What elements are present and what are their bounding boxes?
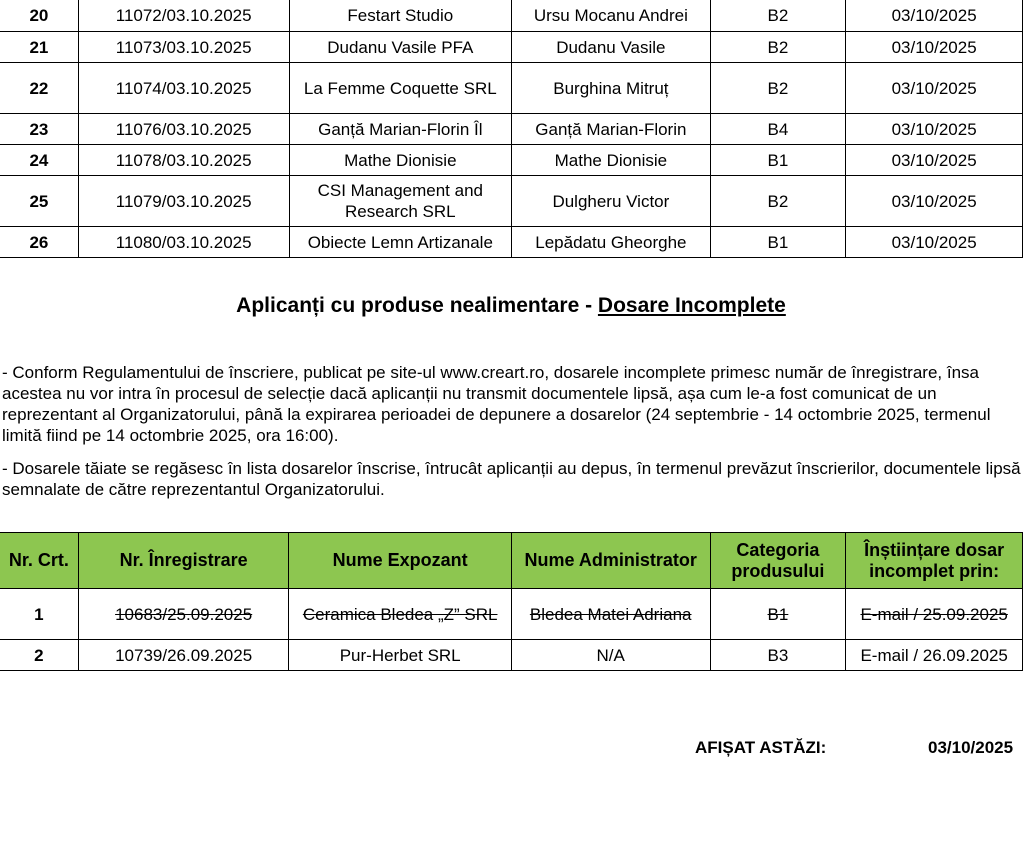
row-number: 22	[0, 63, 78, 114]
registration-date: 03/10/2025	[846, 63, 1023, 114]
row-number: 1	[0, 589, 78, 640]
product-category: B1	[710, 227, 846, 258]
exhibitor-name: Pur-Herbet SRL	[289, 640, 511, 671]
registration-number: 11074/03.10.2025	[78, 63, 289, 114]
registration-date: 03/10/2025	[846, 114, 1023, 145]
product-category: B2	[710, 63, 846, 114]
row-number: 25	[0, 176, 78, 227]
notification-method: E-mail / 26.09.2025	[846, 640, 1023, 671]
exhibitor-name: Mathe Dionisie	[289, 145, 512, 176]
registration-number: 11072/03.10.2025	[78, 0, 289, 32]
exhibitor-name: Festart Studio	[289, 0, 512, 32]
exhibitor-name: La Femme Coquette SRL	[289, 63, 512, 114]
administrator-name: Dulgheru Victor	[512, 176, 711, 227]
exhibitor-name: Ganță Marian-Florin Îl	[289, 114, 512, 145]
registration-date: 03/10/2025	[846, 32, 1023, 63]
product-category: B4	[710, 114, 846, 145]
administrator-name: Bledea Matei Adriana	[511, 589, 710, 640]
administrator-name: Dudanu Vasile	[512, 32, 711, 63]
registration-number: 10683/25.09.2025	[78, 589, 289, 640]
administrator-name: Ganță Marian-Florin	[512, 114, 711, 145]
table-row	[0, 0, 1023, 32]
table-header-row	[0, 533, 1023, 589]
administrator-name: Burghina Mitruț	[512, 63, 711, 114]
header-categoria-produsului: Categoria produsului	[710, 533, 846, 589]
registration-number: 11079/03.10.2025	[78, 176, 289, 227]
struck-files-note: - Dosarele tăiate se regăsesc în lista dosarelor înscrise, întrucât aplicanții au depus, în termenul prevăzut înscrierilor, documentele lipsă semnalate de către reprezentantul Organizatorului.	[2, 459, 1021, 499]
registration-date: 03/10/2025	[846, 176, 1023, 227]
posted-today-label: AFIȘAT ASTĂZI:	[695, 738, 827, 757]
exhibitor-name: Obiecte Lemn Artizanale	[289, 227, 512, 258]
row-number: 24	[0, 145, 78, 176]
table-row	[0, 114, 1023, 145]
table-row	[0, 63, 1023, 114]
table-row	[0, 227, 1023, 258]
header-nr-crt: Nr. Crt.	[0, 533, 78, 589]
product-category: B1	[710, 145, 846, 176]
registration-number: 11073/03.10.2025	[78, 32, 289, 63]
incomplete-files-note: - Conform Regulamentului de înscriere, publicat pe site-ul www.creart.ro, dosarele incomplete primesc număr de înregistrare, însa acestea nu vor intra în procesul de selecție dacă aplicanții nu transmit documentele lipsă, așa cum le-a fost comunicat de un reprezentant al Organizatorului, până la expirarea perioadei de depunere a dosarelor (24 septembrie - 14 octombrie 2025, termenul limită fiind pe 14 octombrie 2025, ora 16:00).	[2, 363, 991, 445]
administrator-name: Ursu Mocanu Andrei	[512, 0, 711, 32]
incomplete-files-table	[0, 532, 1023, 671]
registration-number: 11076/03.10.2025	[78, 114, 289, 145]
notification-method: E-mail / 25.09.2025	[846, 589, 1023, 640]
administrator-name: N/A	[511, 640, 710, 671]
header-nume-expozant: Nume Expozant	[289, 533, 511, 589]
registration-date: 03/10/2025	[846, 145, 1023, 176]
posted-today-date: 03/10/2025	[928, 738, 1014, 757]
header-nume-administrator: Nume Administrator	[511, 533, 710, 589]
row-number: 23	[0, 114, 78, 145]
section-title-prefix: Aplicanți cu produse nealimentare -	[236, 294, 598, 317]
section-title	[0, 294, 1022, 318]
section-title-underlined: Dosare Incomplete	[597, 294, 786, 317]
product-category: B1	[710, 589, 846, 640]
table-row	[0, 640, 1023, 671]
product-category: B3	[710, 640, 846, 671]
row-number: 20	[0, 0, 78, 32]
row-number: 2	[0, 640, 78, 671]
table-row	[0, 32, 1023, 63]
administrator-name: Mathe Dionisie	[512, 145, 711, 176]
row-number: 26	[0, 227, 78, 258]
registration-number: 10739/26.09.2025	[78, 640, 289, 671]
row-number: 21	[0, 32, 78, 63]
exhibitor-name: CSI Management and Research SRL	[289, 176, 512, 227]
product-category: B2	[710, 176, 846, 227]
registration-number: 11078/03.10.2025	[78, 145, 289, 176]
table-row	[0, 176, 1023, 227]
registration-date: 03/10/2025	[846, 0, 1023, 32]
administrator-name: Lepădatu Gheorghe	[512, 227, 711, 258]
registered-applicants-table	[0, 0, 1023, 258]
registration-date: 03/10/2025	[846, 227, 1023, 258]
product-category: B2	[710, 32, 846, 63]
table-row	[0, 145, 1023, 176]
registration-number: 11080/03.10.2025	[78, 227, 289, 258]
exhibitor-name: Dudanu Vasile PFA	[289, 32, 512, 63]
header-instiintare: Înștiințare dosar incomplet prin:	[846, 533, 1023, 589]
exhibitor-name: Ceramica Bledea „Z” SRL	[289, 589, 511, 640]
header-nr-inregistrare: Nr. Înregistrare	[78, 533, 289, 589]
product-category: B2	[710, 0, 846, 32]
table-row	[0, 589, 1023, 640]
